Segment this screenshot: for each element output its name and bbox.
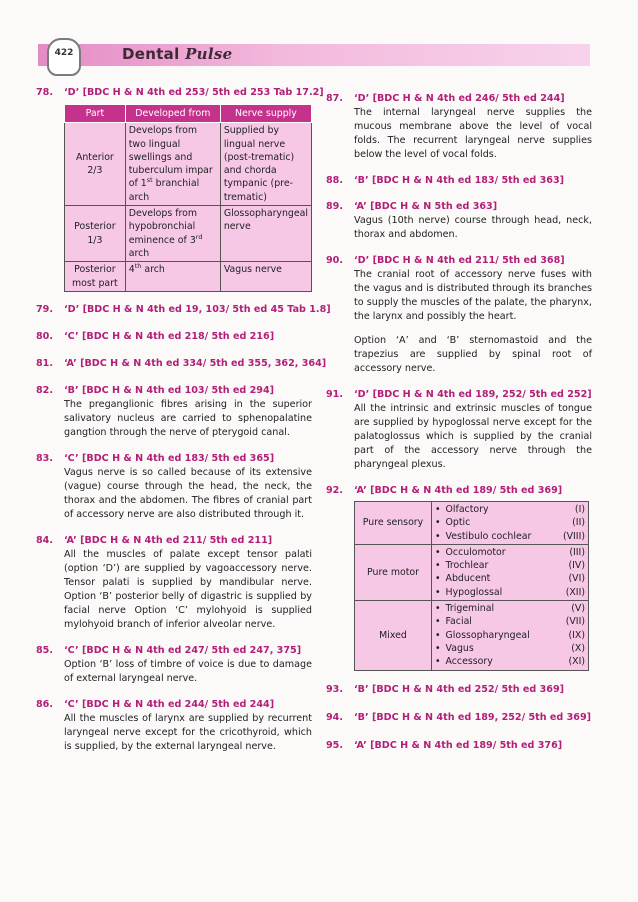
table-cell-developed: 4th arch <box>125 262 220 292</box>
tongue-development-table <box>64 104 312 292</box>
answer-explanation: Option ‘B’ loss of timbre of voice is due to damage of external laryngeal nerve. <box>64 658 312 684</box>
answer-83 <box>36 452 312 522</box>
table-cell-nerve: Glossopharyngeal nerve <box>220 206 311 262</box>
answer-reference: ‘A’ [BDC H & N 5th ed 363] <box>354 201 498 212</box>
answer-number: 89. <box>326 201 343 212</box>
answer-reference: ‘C’ [BDC H & N 4th ed 218/ 5th ed 216] <box>64 330 275 342</box>
answer-reference: ‘C’ [BDC H & N 4th ed 244/ 5th ed 244] <box>64 698 275 710</box>
answer-number: 88. <box>326 175 343 186</box>
answer-reference: ‘D’ [BDC H & N 4th ed 253/ 5th ed 253 Tab 17.2] <box>64 87 324 98</box>
nerve-item: • Vestibulo cochlear (VIII) <box>435 530 585 543</box>
answer-reference: ‘B’ [BDC H & N 4th ed 183/ 5th ed 363] <box>354 175 564 186</box>
answer-reference: ‘D’ [BDC H & N 4th ed 211/ 5th ed 368] <box>354 255 565 266</box>
nerve-item: • Optic (II) <box>435 516 585 529</box>
nerve-item: • Trigeminal (V) <box>435 602 585 615</box>
answer-number: 83. <box>36 452 53 464</box>
table-cell-part: Anterior 2/3 <box>65 123 126 206</box>
answer-explanation: All the muscles of larynx are supplied by recurrent laryngeal nerve except for the cricothyroid, which is supplied, by the external laryngeal nerve. <box>64 712 312 752</box>
table-row <box>65 262 312 292</box>
answer-reference: ‘B’ [BDC H & N 4th ed 252/ 5th ed 369] <box>354 683 564 695</box>
table-cell-category: Pure motor <box>355 544 432 600</box>
answer-89 <box>326 200 592 242</box>
answer-79 <box>36 303 331 317</box>
answer-reference: ‘D’ [BDC H & N 4th ed 246/ 5th ed 244] <box>354 93 565 104</box>
answer-91 <box>326 388 592 472</box>
answer-95 <box>326 739 592 753</box>
book-title-part2: Pulse <box>185 45 233 63</box>
book-title <box>122 45 232 63</box>
answer-explanation: Vagus nerve is so called because of its extensive (vague) course through the head, the neck, the thorax and the abdomen. The fibres of cranial part of accessory nerve are also distributed through it. <box>64 466 312 520</box>
answer-94 <box>326 711 592 725</box>
table-header-cell: Developed from <box>125 105 220 123</box>
book-title-part1: Dental <box>122 45 180 63</box>
answer-explanation: Vagus (10th nerve) course through head, neck, thorax and abdomen. <box>354 215 592 240</box>
answer-reference: ‘B’ [BDC H & N 4th ed 189, 252/ 5th ed 369] <box>354 711 592 723</box>
table-header-cell: Part <box>65 105 126 123</box>
answer-reference: ‘A’ [BDC H & N 4th ed 334/ 5th ed 355, 362, 364] <box>64 357 327 369</box>
answer-number: 91. <box>326 389 343 400</box>
answer-number: 85. <box>36 644 53 656</box>
answer-number: 78. <box>36 87 53 98</box>
table-cell-nerve: Vagus nerve <box>220 262 311 292</box>
answer-number: 95. <box>326 739 343 751</box>
answer-explanation: The preganglionic fibres arising in the superior salivatory nucleus are carried to sphenopalatine gangtion through the nerve of pterygoid canal. <box>64 398 312 438</box>
table-row <box>355 502 589 545</box>
table-cell-developed: Develops from two lingual swellings and tuberculum impar of 1st branchial arch <box>125 123 220 206</box>
table-cell-nerve: Supplied by lingual nerve (post-trematic) and chorda tympanic (pre-trematic) <box>220 123 311 206</box>
table-row <box>65 206 312 262</box>
answer-number: 82. <box>36 384 53 396</box>
answer-number: 90. <box>326 255 343 266</box>
answer-number: 84. <box>36 534 53 546</box>
answer-reference: ‘D’ [BDC H & N 4th ed 19, 103/ 5th ed 45 Tab 1.8] <box>64 303 331 315</box>
answer-number: 86. <box>36 698 53 710</box>
answer-reference: ‘B’ [BDC H & N 4th ed 103/ 5th ed 294] <box>64 384 274 396</box>
nerve-item: • Vagus (X) <box>435 642 585 655</box>
nerve-item: • Abducent (VI) <box>435 572 585 585</box>
table-row <box>355 544 589 600</box>
nerve-item: • Occulomotor (III) <box>435 546 585 559</box>
header-band <box>38 44 590 66</box>
answer-number: 81. <box>36 357 53 369</box>
answer-number: 87. <box>326 93 343 104</box>
answer-81 <box>36 357 327 371</box>
answer-reference: ‘A’ [BDC H & N 4th ed 211/ 5th ed 211] <box>64 534 273 546</box>
table-cell-nerves <box>432 601 589 670</box>
answer-84 <box>36 534 312 632</box>
nerve-item: • Trochlear (IV) <box>435 559 585 572</box>
table-row <box>355 601 589 670</box>
table-cell-category: Mixed <box>355 601 432 670</box>
table-cell-nerves <box>432 502 589 545</box>
table-cell-nerves <box>432 544 589 600</box>
answer-reference: ‘C’ [BDC H & N 4th ed 247/ 5th ed 247, 375] <box>64 644 302 656</box>
nerve-item: • Hypoglossal (XII) <box>435 586 585 599</box>
nerve-item: • Facial (VII) <box>435 615 585 628</box>
answer-87 <box>326 92 592 162</box>
answer-number: 93. <box>326 683 343 695</box>
answer-reference: ‘A’ [BDC H & N 4th ed 189/ 5th ed 376] <box>354 739 563 751</box>
nerve-item: • Olfactory (I) <box>435 503 585 516</box>
left-column <box>36 86 331 754</box>
table-header-cell: Nerve supply <box>220 105 311 123</box>
table-header-row <box>65 105 312 123</box>
table-cell-developed: Develops from hypobronchial eminence of 3rd arch <box>125 206 220 262</box>
answer-93 <box>326 683 592 697</box>
answer-80 <box>36 330 312 344</box>
answer-explanation: All the muscles of palate except tensor palati (option ‘D’) are supplied by vagoaccessory nerve. Tensor palati is supplied by mandibular nerve. Option ‘B’ posterior belly of digastric is supplied by facial nerve Option ‘C’ mylohyoid is supplied mylohyoid branch of inferior alveolar nerve. <box>64 548 312 630</box>
answer-number: 94. <box>326 711 343 723</box>
table-cell-part: Posterior most part <box>65 262 126 292</box>
answer-reference: ‘C’ [BDC H & N 4th ed 183/ 5th ed 365] <box>64 452 275 464</box>
answer-explanation <box>354 268 592 376</box>
page-number: 422 <box>54 48 74 58</box>
cranial-nerves-table <box>354 501 589 671</box>
answer-88 <box>326 174 592 188</box>
answer-paragraph: The cranial root of accessory nerve fuses with the vagus and is distributed through its branches to supply the muscles of the palate, the pharynx, the larynx and possibly the heart. <box>354 269 592 322</box>
table-cell-category: Pure sensory <box>355 502 432 545</box>
table-row <box>65 123 312 206</box>
answer-reference: ‘D’ [BDC H & N 4th ed 189, 252/ 5th ed 252] <box>354 389 592 400</box>
answer-number: 80. <box>36 330 53 342</box>
answer-explanation: The internal laryngeal nerve supplies the mucous membrane above the level of vocal folds. The recurrent laryngeal nerve supplies below the level of vocal folds. <box>354 107 592 160</box>
nerve-item: • Accessory (XI) <box>435 655 585 668</box>
nerve-item: • Glossopharyngeal (IX) <box>435 629 585 642</box>
answer-reference: ‘A’ [BDC H & N 4th ed 189/ 5th ed 369] <box>354 485 563 496</box>
answer-85 <box>36 644 312 686</box>
answer-86 <box>36 698 312 754</box>
answer-90 <box>326 254 592 376</box>
answer-92 <box>326 484 592 671</box>
table-cell-part: Posterior 1/3 <box>65 206 126 262</box>
answer-78 <box>36 86 324 292</box>
answer-paragraph: Option ‘A’ and ‘B’ sternomastoid and the trapezius are supplied by spinal root of accessory nerve. <box>354 335 592 374</box>
right-column <box>326 92 592 753</box>
answer-explanation: All the intrinsic and extrinsic muscles of tongue are supplied by hypoglossal nerve except for the palatoglossus which is supplied by the cranial part of the accessory nerve through the pharyngeal plexus. <box>354 403 592 470</box>
answer-number: 92. <box>326 485 343 496</box>
answer-82 <box>36 384 312 440</box>
answer-number: 79. <box>36 303 53 315</box>
